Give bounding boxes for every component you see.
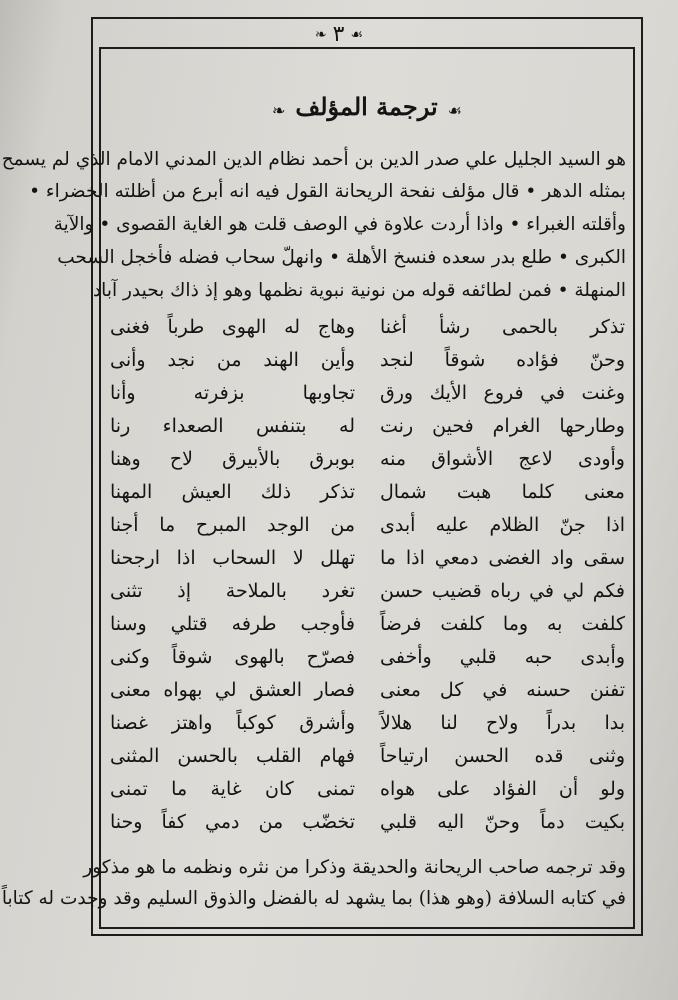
verse-second-hemistich: له بتنفس الصعداء رنا xyxy=(110,415,355,437)
verse-second-hemistich: تخضّب من دمي كفاً وحنا xyxy=(110,811,355,833)
page-title: ترجمة المؤلف xyxy=(295,92,438,121)
ornament-icon: ☙ xyxy=(447,101,462,120)
verse-first-hemistich: ولو أن الفؤاد على هواه xyxy=(380,778,625,800)
verse-first-hemistich: فكم لي في رباه قضيب حسن xyxy=(380,580,625,602)
poem-verse xyxy=(110,707,625,741)
poem-verse xyxy=(110,344,625,378)
poem-verse xyxy=(110,377,625,411)
ornament-icon: ☙ xyxy=(350,27,364,43)
verse-second-hemistich: تهلل لا السحاب اذا ارجحنا xyxy=(110,547,355,569)
poem-verse xyxy=(110,575,625,609)
verse-first-hemistich: وغنت في فروع الأيك ورق xyxy=(380,382,625,404)
verse-first-hemistich: كلفت به وما كلفت فرضاً xyxy=(380,613,625,635)
verse-second-hemistich: بوبرق بالأبيرق لاح وهنا xyxy=(110,448,355,470)
verse-second-hemistich: وهاج له الهوى طرباً فغنى xyxy=(110,316,355,338)
verse-first-hemistich: تفنن حسنه في كل معنى xyxy=(380,679,625,701)
poem-verse xyxy=(110,641,625,675)
verse-first-hemistich: سقى واد الغضى دمعي اذا ما xyxy=(380,547,625,569)
section-heading xyxy=(99,92,635,121)
verse-second-hemistich: تغرد بالملاحة إذ تثنى xyxy=(110,580,355,602)
verse-second-hemistich: فأوجب طرفه قتلي وسنا xyxy=(110,613,355,635)
verse-first-hemistich: وثنى قده الحسن ارتياحاً xyxy=(380,745,625,767)
ornament-icon: ❧ xyxy=(271,101,286,120)
verse-first-hemistich: تذكر بالحمى رشأ أغنا xyxy=(380,316,625,338)
verse-second-hemistich: وأشرق كوكباً واهتز غصنا xyxy=(110,712,355,734)
poem-verse xyxy=(110,773,625,807)
page-number-value: ٣ xyxy=(332,22,345,47)
verse-second-hemistich: من الوجد المبرح ما أجنا xyxy=(110,514,355,536)
poem-verse xyxy=(110,806,625,840)
verse-first-hemistich: وأبدى حبه قلبي وأخفى xyxy=(380,646,625,668)
poem-verse xyxy=(110,608,625,642)
poem-verse xyxy=(110,443,625,477)
poem-verse xyxy=(110,509,625,543)
verse-first-hemistich: بدا بدراً ولاح لنا هلالاً xyxy=(380,712,625,734)
verse-first-hemistich: معنى كلما هبت شمال xyxy=(380,481,625,503)
verse-second-hemistich: فهام القلب بالحسن المثنى xyxy=(110,745,355,767)
poem-verse xyxy=(110,311,625,345)
verse-first-hemistich: اذا جنّ الظلام عليه أبدى xyxy=(380,514,625,536)
verse-first-hemistich: وطارحها الغرام فحين رنت xyxy=(380,415,625,437)
intro-line: بمثله الدهر • قال مؤلف نفحة الريحانة القول فيه انه أبرع من أظلته الخضراء • xyxy=(29,181,626,202)
poem-verse xyxy=(110,542,625,576)
intro-line: الكبرى • طلع بدر سعده فنسخ الأهلة • وانهلّ سحاب فضله فأخجل السحب xyxy=(57,247,626,268)
outro-line: وقد ترجمه صاحب الريحانة والحديقة وذكرا من نثره ونظمه ما هو مذكور xyxy=(83,857,626,878)
verse-first-hemistich: بكيت دماً وحنّ اليه قلبي xyxy=(380,811,625,833)
outro-line: في كتابه السلافة (وهو هذا) بما يشهد له بالفضل والذوق السليم وقد وجدت له كتاباً xyxy=(1,888,626,909)
poem-verse xyxy=(110,740,625,774)
ornament-icon: ❧ xyxy=(314,27,327,43)
verse-second-hemistich: تمنى كان غاية ما تمنى xyxy=(110,778,355,800)
verse-second-hemistich: تجاوبها بزفرته وأنا xyxy=(110,382,355,404)
intro-line: هو السيد الجليل علي صدر الدين بن أحمد نظام الدين المدني الامام الذي لم يسمح xyxy=(1,149,626,170)
page-number xyxy=(0,22,678,47)
verse-first-hemistich: وأودى لاعج الأشواق منه xyxy=(380,448,625,470)
verse-second-hemistich: فصار العشق لي بهواه معنى xyxy=(110,679,355,701)
verse-first-hemistich: وحنّ فؤاده شوقاً لنجد xyxy=(380,349,625,371)
verse-second-hemistich: فصرّح بالهوى شوقاً وكنى xyxy=(110,646,355,668)
verse-second-hemistich: تذكر ذلك العيش المهنا xyxy=(110,481,355,503)
poem-verse xyxy=(110,674,625,708)
verse-second-hemistich: وأين الهند من نجد وأنى xyxy=(110,349,355,371)
intro-line: وأقلته الغبراء • واذا أردت علاوة في الوصف قلت هو الغاية القصوى • والآية xyxy=(53,214,626,235)
poem-verse xyxy=(110,476,625,510)
intro-line: المنهلة • فمن لطائفه قوله من نونية نبوية نظمها وهو إذ ذاك بحيدر آباد xyxy=(92,280,626,301)
poem-verse xyxy=(110,410,625,444)
